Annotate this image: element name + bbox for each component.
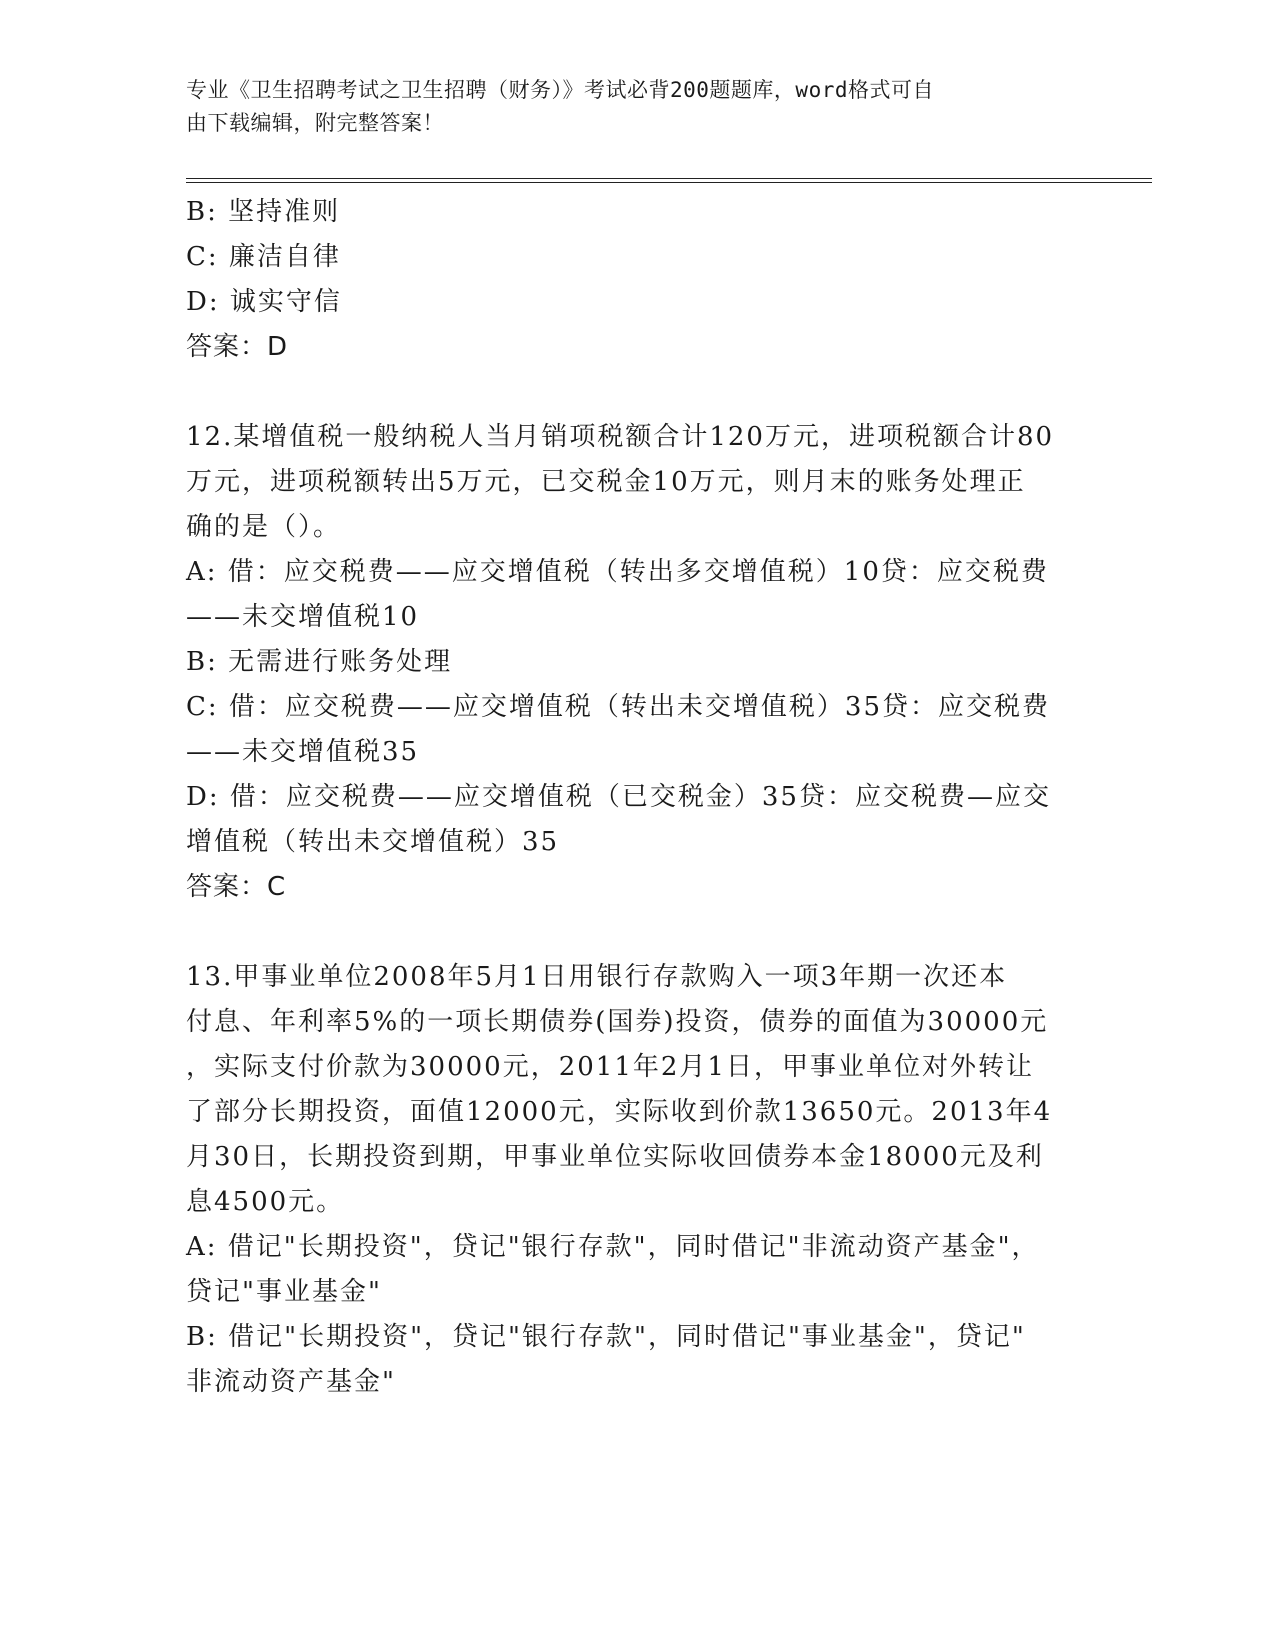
document-body (186, 190, 1086, 1405)
spacer (186, 370, 1086, 415)
header-divider (186, 178, 1152, 183)
spacer (186, 910, 1086, 955)
q13-stem-line: 了部分长期投资，面值12000元，实际收到价款13650元。2013年4 (186, 1097, 1053, 1127)
q13-option-line: B: 借记"长期投资"，贷记"银行存款"，同时借记"事业基金"，贷记" (186, 1322, 1026, 1352)
q13-stem-line: 月30日，长期投资到期，甲事业单位实际收回债券本金18000元及利 (186, 1142, 1044, 1172)
q11-option-d: D: 诚实守信 (186, 287, 342, 317)
q13-option-line: 非流动资产基金" (186, 1367, 396, 1397)
q12-option-line: ——未交增值税35 (186, 737, 420, 767)
q13-option-line: 贷记"事业基金" (186, 1277, 382, 1307)
q12-stem-line: 确的是（）。 (186, 512, 342, 542)
q13-stem-line: ，实际支付价款为30000元，2011年2月1日，甲事业单位对外转让 (186, 1052, 1034, 1082)
q12-option-line: D: 借：应交税费——应交增值税（已交税金）35贷：应交税费—应交 (186, 782, 1051, 812)
q12-option-line: A: 借：应交税费——应交增值税（转出多交增值税）10贷：应交税费 (186, 557, 1049, 587)
q11-option-b: B: 坚持准则 (186, 197, 341, 227)
q13-stem-line: 付息、年利率5%的一项长期债券(国券)投资，债券的面值为30000元 (186, 1007, 1049, 1037)
q12-stem-line: 万元，进项税额转出5万元，已交税金10万元，则月末的账务处理正 (186, 467, 1026, 497)
q12-stem-line: 12.某增值税一般纳税人当月销项税额合计120万元，进项税额合计80 (186, 422, 1055, 452)
q11-option-c: C: 廉洁自律 (186, 242, 341, 272)
q12-option-line: B: 无需进行账务处理 (186, 647, 453, 677)
page-header (186, 74, 1066, 140)
header-line: 由下载编辑，附完整答案！ (186, 111, 444, 135)
q12-option-line: ——未交增值税10 (186, 602, 420, 632)
q12-answer: 答案：C (186, 872, 287, 902)
header-line: 专业《卫生招聘考试之卫生招聘（财务）》考试必背200题题库，word格式可自 (186, 78, 934, 102)
q12-option-line: 增值税（转出未交增值税）35 (186, 827, 560, 857)
q12-option-line: C: 借：应交税费——应交增值税（转出未交增值税）35贷：应交税费 (186, 692, 1051, 722)
q13-stem-line: 13.甲事业单位2008年5月1日用银行存款购入一项3年期一次还本 (186, 962, 1008, 992)
q13-option-line: A: 借记"长期投资"，贷记"银行存款"，同时借记"非流动资产基金"， (186, 1232, 1040, 1262)
q13-stem-line: 息4500元。 (186, 1187, 345, 1217)
q11-answer: 答案：D (186, 332, 289, 362)
